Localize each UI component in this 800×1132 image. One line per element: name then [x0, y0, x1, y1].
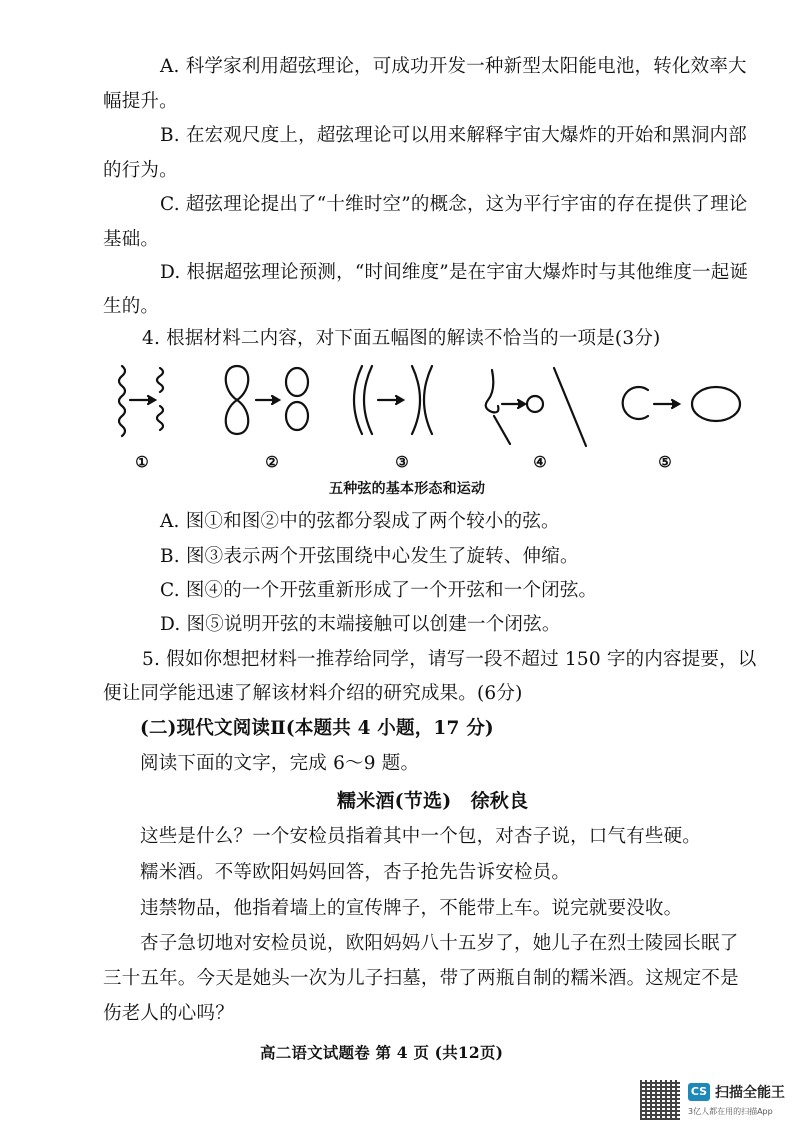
- section-2-heading: (二)现代文阅读Ⅱ(本题共 4 小题，17 分): [140, 718, 494, 739]
- figure-number-1: ①: [135, 453, 149, 471]
- option-3d-line1: D. 根据超弦理论预测，“时间维度”是在宇宙大爆炸时与其他维度一起诞: [160, 262, 749, 283]
- watermark-app-name: 扫描全能王: [715, 1085, 785, 1101]
- figure-4-split-string: [486, 368, 586, 446]
- qr-code-icon: [640, 1080, 680, 1120]
- passage-paragraph-3: 违禁物品，他指着墙上的宣传牌子，不能带上车。说完就要没收。: [140, 898, 683, 919]
- option-4b: B. 图③表示两个开弦围绕中心发生了旋转、伸缩。: [160, 546, 579, 567]
- figure-5-closed-loop: [623, 387, 740, 421]
- scanner-watermark: [640, 1080, 790, 1122]
- figure-number-3: ③: [395, 453, 409, 471]
- figure-1-wavy-strings: [119, 366, 163, 436]
- figure-2-closed-strings: [226, 366, 308, 434]
- option-3c-line1: C. 超弦理论提出了“十维时空”的概念，这为平行宇宙的存在提供了理论: [160, 194, 748, 215]
- question-5-line2: 便让同学能迅速了解该材料介绍的研究成果。(6分): [103, 683, 523, 704]
- section-2-instruction: 阅读下面的文字，完成 6～9 题。: [140, 753, 420, 774]
- passage-paragraph-4-line1: 杏子急切地对安检员说，欧阳妈妈八十五岁了，她儿子在烈士陵园长眠了: [140, 933, 739, 954]
- passage-paragraph-4-line3: 伤老人的心吗？: [103, 1003, 234, 1024]
- option-3b-line2: 的行为。: [103, 160, 178, 181]
- option-4a: A. 图①和图②中的弦都分裂成了两个较小的弦。: [160, 511, 560, 532]
- option-4c: C. 图④的一个开弦重新形成了一个开弦和一个闭弦。: [160, 580, 598, 601]
- figure-number-4: ④: [533, 453, 547, 471]
- figure-number-2: ②: [265, 453, 279, 471]
- figure-number-5: ⑤: [658, 453, 672, 471]
- passage-title: 糯米酒(节选) 徐秋良: [337, 790, 529, 812]
- camscanner-logo-icon: CS: [688, 1083, 710, 1101]
- passage-paragraph-2: 糯米酒。不等欧阳妈妈回答，杏子抢先告诉安检员。: [140, 862, 571, 883]
- option-3a-line1: A. 科学家利用超弦理论，可成功开发一种新型太阳能电池，转化效率大: [160, 56, 747, 77]
- five-strings-figure: [110, 360, 750, 450]
- option-3b-line1: B. 在宏观尺度上，超弦理论可以用来解释宇宙大爆炸的开始和黑洞内部: [160, 125, 747, 146]
- option-4d: D. 图⑤说明开弦的末端接触可以创建一个闭弦。: [160, 614, 561, 635]
- figure-3-open-strings: [354, 366, 432, 434]
- passage-paragraph-1: 这些是什么？一个安检员指着其中一个包，对杏子说，口气有些硬。: [140, 826, 702, 847]
- question-4-stem: 4. 根据材料二内容，对下面五幅图的解读不恰当的一项是(3分): [142, 328, 661, 349]
- question-5-line1: 5. 假如你想把材料一推荐给同学，请写一段不超过 150 字的内容提要，以: [142, 649, 757, 670]
- watermark-slogan: 3亿人都在用的扫描App: [688, 1107, 773, 1116]
- option-3a-line2: 幅提升。: [103, 91, 178, 112]
- option-3d-line2: 生的。: [103, 296, 160, 317]
- figure-caption: 五种弦的基本形态和运动: [329, 481, 486, 497]
- page-footer: 高二语文试题卷 第 4 页 (共12页): [260, 1043, 504, 1062]
- passage-paragraph-4-line2: 三十五年。今天是她头一次为儿子扫墓，带了两瓶自制的糯米酒。这规定不是: [103, 968, 739, 989]
- option-3c-line2: 基础。: [103, 229, 160, 250]
